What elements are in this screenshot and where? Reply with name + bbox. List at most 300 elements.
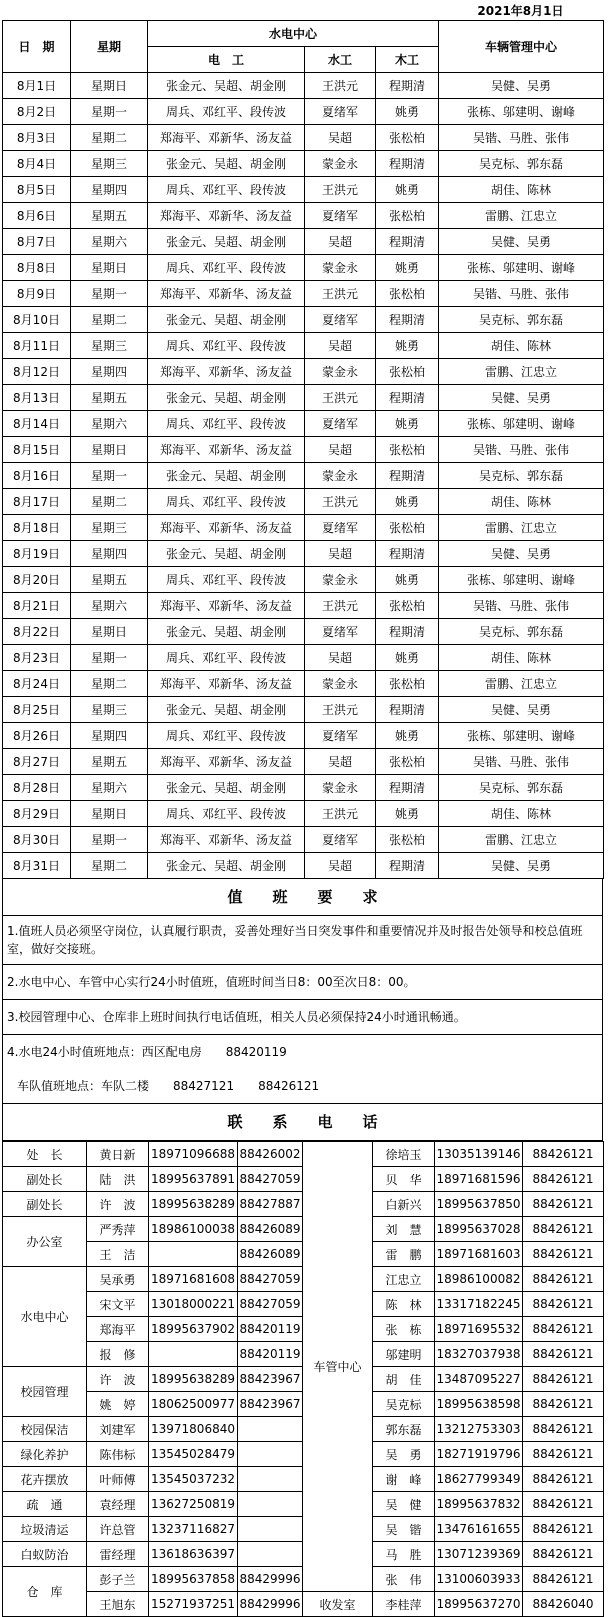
cell-date: 8月1日 xyxy=(3,73,71,99)
cell-weekday: 星期六 xyxy=(71,411,148,437)
cell-electrician: 郑海平、邓新华、汤友益 xyxy=(148,281,305,307)
vehicle-contact-mobile: 18971695532 xyxy=(435,1317,523,1342)
vehicle-contact-mobile: 13317182245 xyxy=(435,1292,523,1317)
cell-plumber: 蒙金永 xyxy=(305,151,376,177)
contact-office xyxy=(238,1542,303,1567)
cell-plumber: 吴超 xyxy=(305,125,376,151)
cell-date: 8月17日 xyxy=(3,489,71,515)
vehicle-contact-name: 吴克标 xyxy=(373,1392,435,1417)
vehicle-contact-mobile: 18327037938 xyxy=(435,1342,523,1367)
cell-date: 8月13日 xyxy=(3,385,71,411)
contact-name: 王旭东 xyxy=(87,1592,149,1617)
requirement-item-2: 2.水电中心、车管中心实行24小时值班，值班时间当日8：00至次日8：00。 xyxy=(2,965,603,1000)
cell-date: 8月29日 xyxy=(3,801,71,827)
header-carpenter: 木工 xyxy=(376,47,439,73)
contact-name: 陈伟标 xyxy=(87,1442,149,1467)
schedule-row xyxy=(3,645,604,671)
vehicle-contact-mobile: 18995638598 xyxy=(435,1392,523,1417)
schedule-row xyxy=(3,307,604,333)
cell-weekday: 星期六 xyxy=(71,229,148,255)
schedule-row xyxy=(3,359,604,385)
contact-name: 报 修 xyxy=(87,1342,149,1367)
cell-plumber: 吴超 xyxy=(305,437,376,463)
cell-date: 8月18日 xyxy=(3,515,71,541)
cell-electrician: 郑海平、邓新华、汤友益 xyxy=(148,749,305,775)
cell-plumber: 夏绪军 xyxy=(305,619,376,645)
contact-dept: 水电中心 xyxy=(3,1267,87,1367)
cell-date: 8月24日 xyxy=(3,671,71,697)
contact-mobile: 13237116827 xyxy=(149,1517,238,1542)
contact-mobile xyxy=(149,1242,238,1267)
cell-plumber: 夏绪军 xyxy=(305,723,376,749)
cell-plumber: 夏绪军 xyxy=(305,827,376,853)
vehicle-contact-mobile: 18995637850 xyxy=(435,1192,523,1217)
cell-carpenter: 张松柏 xyxy=(376,593,439,619)
cell-weekday: 星期五 xyxy=(71,749,148,775)
cell-carpenter: 张松柏 xyxy=(376,827,439,853)
requirement-item-4: 4.水电24小时值班地点：西区配电房 88420119 xyxy=(2,1035,603,1069)
mailroom-label: 收发室 xyxy=(303,1592,373,1617)
contact-office: 88426089 xyxy=(238,1217,303,1242)
cell-carpenter: 程期清 xyxy=(376,463,439,489)
vehicle-center-label: 车管中心 xyxy=(303,1142,373,1592)
contact-office: 88427887 xyxy=(238,1192,303,1217)
cell-vehicle: 胡佳、陈林 xyxy=(439,177,604,203)
cell-vehicle: 吴健、吴勇 xyxy=(439,541,604,567)
cell-carpenter: 姚勇 xyxy=(376,645,439,671)
contact-dept: 校园管理 xyxy=(3,1367,87,1417)
cell-carpenter: 程期清 xyxy=(376,619,439,645)
cell-vehicle: 吴克标、郭东磊 xyxy=(439,463,604,489)
cell-date: 8月3日 xyxy=(3,125,71,151)
cell-weekday: 星期日 xyxy=(71,437,148,463)
schedule-row xyxy=(3,515,604,541)
cell-plumber: 蒙金永 xyxy=(305,567,376,593)
cell-vehicle: 雷鹏、江忠立 xyxy=(439,671,604,697)
vehicle-contact-mobile: 18995637832 xyxy=(435,1492,523,1517)
cell-electrician: 张金元、吴超、胡金刚 xyxy=(148,463,305,489)
vehicle-contact-mobile: 13212753303 xyxy=(435,1417,523,1442)
cell-electrician: 张金元、吴超、胡金刚 xyxy=(148,229,305,255)
cell-date: 8月28日 xyxy=(3,775,71,801)
vehicle-contact-office: 88426121 xyxy=(523,1367,604,1392)
cell-weekday: 星期二 xyxy=(71,125,148,151)
cell-electrician: 郑海平、邓新华、汤友益 xyxy=(148,359,305,385)
contact-name: 许 波 xyxy=(87,1367,149,1392)
contact-mobile: 13545028479 xyxy=(149,1442,238,1467)
contact-mobile: 13618636397 xyxy=(149,1542,238,1567)
cell-electrician: 郑海平、邓新华、汤友益 xyxy=(148,437,305,463)
contact-office: 88420119 xyxy=(238,1342,303,1367)
cell-vehicle: 吴健、吴勇 xyxy=(439,385,604,411)
cell-vehicle: 吴健、吴勇 xyxy=(439,697,604,723)
vehicle-contact-name: 吴 健 xyxy=(373,1492,435,1517)
contact-name: 宋文平 xyxy=(87,1292,149,1317)
cell-carpenter: 张松柏 xyxy=(376,437,439,463)
contact-mobile xyxy=(149,1342,238,1367)
schedule-row xyxy=(3,73,604,99)
contact-office xyxy=(238,1417,303,1442)
cell-electrician: 周兵、邓红平、段传波 xyxy=(148,723,305,749)
cell-date: 8月19日 xyxy=(3,541,71,567)
cell-date: 8月25日 xyxy=(3,697,71,723)
cell-electrician: 周兵、邓红平、段传波 xyxy=(148,801,305,827)
cell-plumber: 吴超 xyxy=(305,229,376,255)
cell-plumber: 王洪元 xyxy=(305,801,376,827)
cell-weekday: 星期日 xyxy=(71,73,148,99)
cell-carpenter: 姚勇 xyxy=(376,723,439,749)
cell-date: 8月11日 xyxy=(3,333,71,359)
cell-carpenter: 张松柏 xyxy=(376,515,439,541)
contact-name: 叶师傅 xyxy=(87,1467,149,1492)
vehicle-contact-office: 88426121 xyxy=(523,1517,604,1542)
cell-electrician: 张金元、吴超、胡金刚 xyxy=(148,385,305,411)
cell-carpenter: 程期清 xyxy=(376,229,439,255)
vehicle-contact-name: 张 伟 xyxy=(373,1567,435,1592)
cell-date: 8月26日 xyxy=(3,723,71,749)
cell-weekday: 星期日 xyxy=(71,801,148,827)
vehicle-contact-name: 雷 鹏 xyxy=(373,1242,435,1267)
contact-office: 88423967 xyxy=(238,1392,303,1417)
vehicle-contact-mobile: 18971681596 xyxy=(435,1167,523,1192)
contact-office xyxy=(238,1467,303,1492)
requirement-item-3: 3.校园管理中心、仓库非上班时间执行电话值班，相关人员必须保持24小时通讯畅通。 xyxy=(2,1000,603,1035)
cell-plumber: 王洪元 xyxy=(305,177,376,203)
schedule-row xyxy=(3,125,604,151)
vehicle-contact-name: 江忠立 xyxy=(373,1267,435,1292)
vehicle-contact-name: 张 栋 xyxy=(373,1317,435,1342)
cell-vehicle: 胡佳、陈林 xyxy=(439,489,604,515)
contact-name: 严秀萍 xyxy=(87,1217,149,1242)
cell-weekday: 星期二 xyxy=(71,489,148,515)
vehicle-contact-mobile: 18995637028 xyxy=(435,1217,523,1242)
cell-carpenter: 张松柏 xyxy=(376,125,439,151)
cell-date: 8月30日 xyxy=(3,827,71,853)
cell-vehicle: 吴健、吴勇 xyxy=(439,73,604,99)
cell-date: 8月22日 xyxy=(3,619,71,645)
cell-electrician: 张金元、吴超、胡金刚 xyxy=(148,775,305,801)
contact-name: 彭子兰 xyxy=(87,1567,149,1592)
header-vehicle-center: 车辆管理中心 xyxy=(439,21,604,73)
cell-date: 8月4日 xyxy=(3,151,71,177)
vehicle-contact-office: 88426121 xyxy=(523,1242,604,1267)
cell-vehicle: 胡佳、陈林 xyxy=(439,645,604,671)
cell-plumber: 夏绪军 xyxy=(305,515,376,541)
cell-plumber: 蒙金永 xyxy=(305,671,376,697)
cell-electrician: 郑海平、邓新华、汤友益 xyxy=(148,203,305,229)
cell-carpenter: 姚勇 xyxy=(376,99,439,125)
cell-electrician: 周兵、邓红平、段传波 xyxy=(148,255,305,281)
cell-carpenter: 姚勇 xyxy=(376,255,439,281)
cell-weekday: 星期四 xyxy=(71,723,148,749)
cell-weekday: 星期六 xyxy=(71,775,148,801)
contact-dept: 副处长 xyxy=(3,1192,87,1217)
schedule-row xyxy=(3,203,604,229)
cell-electrician: 郑海平、邓新华、汤友益 xyxy=(148,125,305,151)
schedule-row xyxy=(3,177,604,203)
cell-carpenter: 姚勇 xyxy=(376,801,439,827)
cell-plumber: 王洪元 xyxy=(305,593,376,619)
vehicle-contact-name: 陈 林 xyxy=(373,1292,435,1317)
cell-plumber: 吴超 xyxy=(305,853,376,879)
cell-date: 8月5日 xyxy=(3,177,71,203)
schedule-row xyxy=(3,489,604,515)
contact-mobile: 18995637858 xyxy=(149,1567,238,1592)
schedule-row xyxy=(3,385,604,411)
schedule-row xyxy=(3,671,604,697)
requirement-item-1: 1.值班人员必须坚守岗位，认真履行职责，妥善处理好当日突发事件和重要情况并及时报告处领导和校总值班室，做好交接班。 xyxy=(2,916,603,965)
vehicle-contact-name: 郭东磊 xyxy=(373,1417,435,1442)
schedule-row xyxy=(3,437,604,463)
cell-vehicle: 吴锴、马胜、张伟 xyxy=(439,749,604,775)
cell-carpenter: 程期清 xyxy=(376,307,439,333)
vehicle-contact-name: 胡 佳 xyxy=(373,1367,435,1392)
contact-row xyxy=(3,1142,604,1167)
contact-dept: 白蚁防治 xyxy=(3,1542,87,1567)
cell-date: 8月31日 xyxy=(3,853,71,879)
vehicle-contact-mobile: 13476161655 xyxy=(435,1517,523,1542)
cell-plumber: 吴超 xyxy=(305,333,376,359)
cell-plumber: 吴超 xyxy=(305,749,376,775)
contact-name: 许总管 xyxy=(87,1517,149,1542)
contact-dept: 办公室 xyxy=(3,1217,87,1267)
duty-schedule-table xyxy=(2,0,604,879)
vehicle-contact-office: 88426121 xyxy=(523,1442,604,1467)
cell-date: 8月21日 xyxy=(3,593,71,619)
vehicle-contact-mobile: 13071239369 xyxy=(435,1542,523,1567)
vehicle-contact-office: 88426121 xyxy=(523,1417,604,1442)
vehicle-contact-mobile: 18971681603 xyxy=(435,1242,523,1267)
contact-name: 王 洁 xyxy=(87,1242,149,1267)
schedule-row xyxy=(3,749,604,775)
contact-mobile: 13627250819 xyxy=(149,1492,238,1517)
vehicle-contact-office: 88426121 xyxy=(523,1267,604,1292)
contact-mobile: 13018000221 xyxy=(149,1292,238,1317)
cell-vehicle: 张栋、邬建明、谢峰 xyxy=(439,411,604,437)
contact-name: 陆 洪 xyxy=(87,1167,149,1192)
cell-carpenter: 姚勇 xyxy=(376,177,439,203)
cell-vehicle: 吴克标、郭东磊 xyxy=(439,619,604,645)
vehicle-contact-mobile: 18271919796 xyxy=(435,1442,523,1467)
schedule-row xyxy=(3,723,604,749)
cell-carpenter: 张松柏 xyxy=(376,281,439,307)
cell-date: 8月23日 xyxy=(3,645,71,671)
cell-vehicle: 张栋、邬建明、谢峰 xyxy=(439,255,604,281)
requirement-item-5: 车队值班地点：车队二楼 88427121 88426121 xyxy=(2,1069,603,1104)
cell-electrician: 张金元、吴超、胡金刚 xyxy=(148,307,305,333)
contact-office: 88427059 xyxy=(238,1167,303,1192)
cell-vehicle: 吴健、吴勇 xyxy=(439,229,604,255)
cell-weekday: 星期五 xyxy=(71,385,148,411)
cell-carpenter: 程期清 xyxy=(376,151,439,177)
cell-plumber: 蒙金永 xyxy=(305,775,376,801)
schedule-row xyxy=(3,801,604,827)
vehicle-contact-mobile: 13035139146 xyxy=(435,1142,523,1167)
vehicle-contact-name: 吴 勇 xyxy=(373,1442,435,1467)
cell-vehicle: 吴克标、郭东磊 xyxy=(439,151,604,177)
contact-office: 88429996 xyxy=(238,1592,303,1617)
cell-weekday: 星期四 xyxy=(71,177,148,203)
vehicle-contact-name: 吴 锴 xyxy=(373,1517,435,1542)
cell-plumber: 蒙金永 xyxy=(305,359,376,385)
schedule-row xyxy=(3,827,604,853)
cell-date: 8月15日 xyxy=(3,437,71,463)
schedule-row xyxy=(3,619,604,645)
cell-electrician: 周兵、邓红平、段传波 xyxy=(148,99,305,125)
cell-plumber: 夏绪军 xyxy=(305,411,376,437)
contact-mobile: 18986100038 xyxy=(149,1217,238,1242)
cell-vehicle: 吴锴、马胜、张伟 xyxy=(439,281,604,307)
schedule-row xyxy=(3,853,604,879)
cell-date: 8月16日 xyxy=(3,463,71,489)
header-electrician: 电 工 xyxy=(148,47,305,73)
cell-plumber: 吴超 xyxy=(305,541,376,567)
schedule-row xyxy=(3,333,604,359)
cell-vehicle: 雷鹏、江忠立 xyxy=(439,203,604,229)
vehicle-contact-office: 88426121 xyxy=(523,1217,604,1242)
cell-vehicle: 张栋、邬建明、谢峰 xyxy=(439,99,604,125)
contact-name: 许 波 xyxy=(87,1192,149,1217)
cell-carpenter: 张松柏 xyxy=(376,359,439,385)
duty-roster-page xyxy=(2,0,603,1617)
schedule-row xyxy=(3,99,604,125)
cell-carpenter: 姚勇 xyxy=(376,411,439,437)
contact-office: 88427059 xyxy=(238,1267,303,1292)
cell-electrician: 张金元、吴超、胡金刚 xyxy=(148,541,305,567)
vehicle-contact-office: 88426121 xyxy=(523,1317,604,1342)
vehicle-contact-mobile: 13487095227 xyxy=(435,1367,523,1392)
cell-plumber: 夏绪军 xyxy=(305,307,376,333)
cell-electrician: 张金元、吴超、胡金刚 xyxy=(148,619,305,645)
cell-date: 8月27日 xyxy=(3,749,71,775)
vehicle-contact-mobile: 18986100082 xyxy=(435,1267,523,1292)
cell-vehicle: 雷鹏、江忠立 xyxy=(439,515,604,541)
schedule-row xyxy=(3,775,604,801)
contact-mobile: 15271937251 xyxy=(149,1592,238,1617)
header-water-elec-center: 水电中心 xyxy=(148,21,439,47)
cell-plumber: 吴超 xyxy=(305,645,376,671)
vehicle-contact-name: 白新兴 xyxy=(373,1192,435,1217)
cell-carpenter: 程期清 xyxy=(376,541,439,567)
schedule-row xyxy=(3,411,604,437)
cell-weekday: 星期三 xyxy=(71,515,148,541)
cell-vehicle: 吴克标、郭东磊 xyxy=(439,775,604,801)
vehicle-contact-office: 88426121 xyxy=(523,1467,604,1492)
contact-name: 姚 婷 xyxy=(87,1392,149,1417)
cell-vehicle: 吴克标、郭东磊 xyxy=(439,307,604,333)
vehicle-contact-name: 刘 慧 xyxy=(373,1217,435,1242)
cell-date: 8月10日 xyxy=(3,307,71,333)
cell-electrician: 张金元、吴超、胡金刚 xyxy=(148,697,305,723)
cell-vehicle: 张栋、邬建明、谢峰 xyxy=(439,723,604,749)
vehicle-contact-office: 88426121 xyxy=(523,1392,604,1417)
cell-electrician: 周兵、邓红平、段传波 xyxy=(148,567,305,593)
cell-date: 8月20日 xyxy=(3,567,71,593)
contacts-title: 联 系 电 话 xyxy=(2,1104,603,1141)
cell-carpenter: 程期清 xyxy=(376,73,439,99)
cell-carpenter: 程期清 xyxy=(376,775,439,801)
cell-electrician: 周兵、邓红平、段传波 xyxy=(148,177,305,203)
cell-carpenter: 程期清 xyxy=(376,697,439,723)
vehicle-contact-name: 李桂萍 xyxy=(373,1592,435,1617)
cell-weekday: 星期一 xyxy=(71,281,148,307)
cell-weekday: 星期日 xyxy=(71,619,148,645)
vehicle-contact-office: 88426121 xyxy=(523,1192,604,1217)
requirements-title: 值 班 要 求 xyxy=(2,879,603,916)
cell-carpenter: 姚勇 xyxy=(376,333,439,359)
cell-carpenter: 姚勇 xyxy=(376,489,439,515)
schedule-row xyxy=(3,567,604,593)
cell-weekday: 星期二 xyxy=(71,671,148,697)
contact-row xyxy=(3,1592,604,1617)
cell-electrician: 张金元、吴超、胡金刚 xyxy=(148,73,305,99)
cell-vehicle: 吴锴、马胜、张伟 xyxy=(439,125,604,151)
cell-weekday: 星期一 xyxy=(71,463,148,489)
cell-vehicle: 张栋、邬建明、谢峰 xyxy=(439,567,604,593)
contact-name: 郑海平 xyxy=(87,1317,149,1342)
cell-carpenter: 程期清 xyxy=(376,853,439,879)
vehicle-contact-office: 88426121 xyxy=(523,1542,604,1567)
cell-electrician: 周兵、邓红平、段传波 xyxy=(148,645,305,671)
contact-name: 刘建军 xyxy=(87,1417,149,1442)
cell-date: 8月8日 xyxy=(3,255,71,281)
cell-electrician: 郑海平、邓新华、汤友益 xyxy=(148,827,305,853)
contact-mobile: 18995638289 xyxy=(149,1192,238,1217)
cell-electrician: 周兵、邓红平、段传波 xyxy=(148,411,305,437)
cell-plumber: 王洪元 xyxy=(305,385,376,411)
vehicle-contact-mobile: 13100603933 xyxy=(435,1567,523,1592)
schedule-row xyxy=(3,151,604,177)
cell-plumber: 王洪元 xyxy=(305,73,376,99)
contact-name: 吴承勇 xyxy=(87,1267,149,1292)
cell-weekday: 星期一 xyxy=(71,645,148,671)
contact-office: 88427059 xyxy=(238,1292,303,1317)
cell-weekday: 星期三 xyxy=(71,697,148,723)
cell-electrician: 张金元、吴超、胡金刚 xyxy=(148,151,305,177)
contact-dept: 校园保洁 xyxy=(3,1417,87,1442)
cell-weekday: 星期四 xyxy=(71,541,148,567)
cell-vehicle: 胡佳、陈林 xyxy=(439,801,604,827)
header-date: 日 期 xyxy=(3,21,71,73)
cell-date: 8月14日 xyxy=(3,411,71,437)
cell-weekday: 星期一 xyxy=(71,827,148,853)
cell-electrician: 郑海平、邓新华、汤友益 xyxy=(148,671,305,697)
vehicle-contact-office: 88426121 xyxy=(523,1292,604,1317)
roster-date: 2021年8月1日 xyxy=(477,3,564,18)
cell-plumber: 蒙金永 xyxy=(305,463,376,489)
schedule-row xyxy=(3,229,604,255)
cell-electrician: 张金元、吴超、胡金刚 xyxy=(148,853,305,879)
contact-dept: 花卉摆放 xyxy=(3,1467,87,1492)
cell-date: 8月9日 xyxy=(3,281,71,307)
contact-dept: 处 长 xyxy=(3,1142,87,1167)
cell-weekday: 星期三 xyxy=(71,333,148,359)
cell-weekday: 星期二 xyxy=(71,853,148,879)
cell-weekday: 星期一 xyxy=(71,99,148,125)
cell-date: 8月6日 xyxy=(3,203,71,229)
vehicle-contact-mobile: 18627799349 xyxy=(435,1467,523,1492)
cell-electrician: 郑海平、邓新华、汤友益 xyxy=(148,593,305,619)
contact-office xyxy=(238,1442,303,1467)
contact-mobile: 13971806840 xyxy=(149,1417,238,1442)
schedule-row xyxy=(3,463,604,489)
vehicle-contact-name: 谢 峰 xyxy=(373,1467,435,1492)
cell-weekday: 星期六 xyxy=(71,593,148,619)
contact-office: 88423967 xyxy=(238,1367,303,1392)
schedule-row xyxy=(3,541,604,567)
schedule-row xyxy=(3,593,604,619)
cell-vehicle: 雷鹏、江忠立 xyxy=(439,827,604,853)
